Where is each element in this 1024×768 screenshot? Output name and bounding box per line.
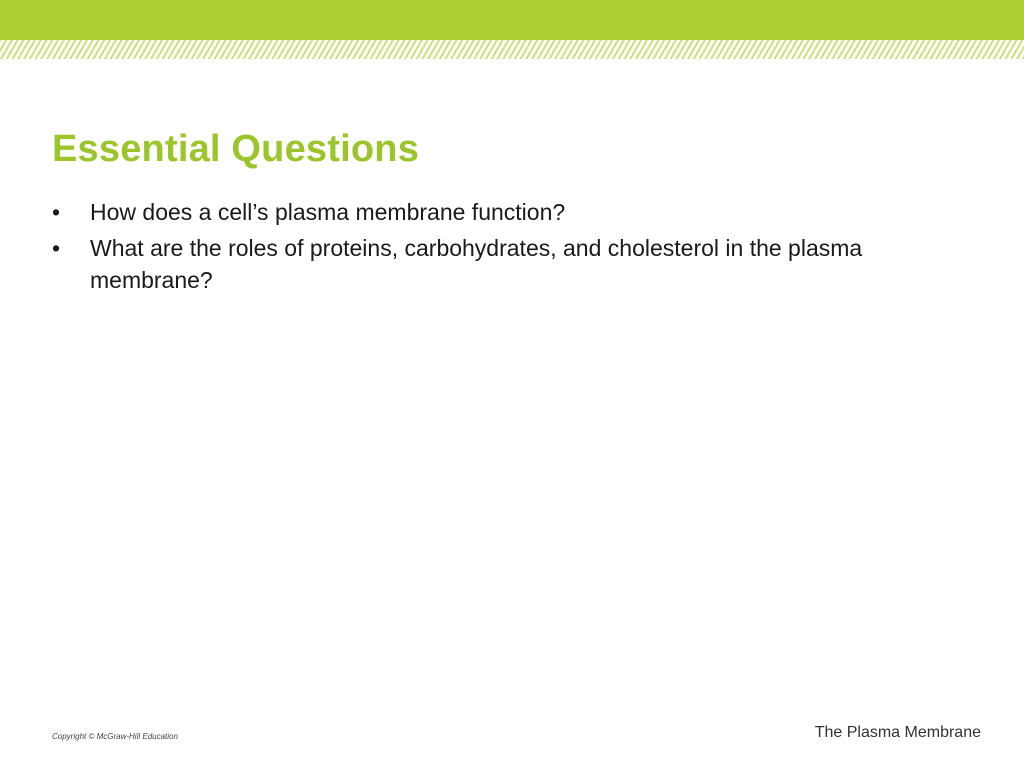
copyright-notice: Copyright © McGraw-Hill Education [52, 732, 178, 741]
slide-title: Essential Questions [52, 128, 420, 170]
bullet-text: How does a cell’s plasma membrane function? [90, 199, 566, 225]
footer-topic-label: The Plasma Membrane [814, 724, 981, 741]
bullet-list [52, 196, 972, 300]
bullet-dot-icon: • [52, 199, 61, 225]
bullet-dot-icon: • [52, 235, 61, 261]
bullet-item [52, 196, 972, 228]
header-stripe-pattern [0, 40, 1024, 59]
bullet-text: What are the roles of proteins, carbohydrates, and cholesterol in the plasma membrane? [90, 235, 863, 293]
bullet-item [52, 232, 972, 296]
header-color-band [0, 0, 1024, 40]
